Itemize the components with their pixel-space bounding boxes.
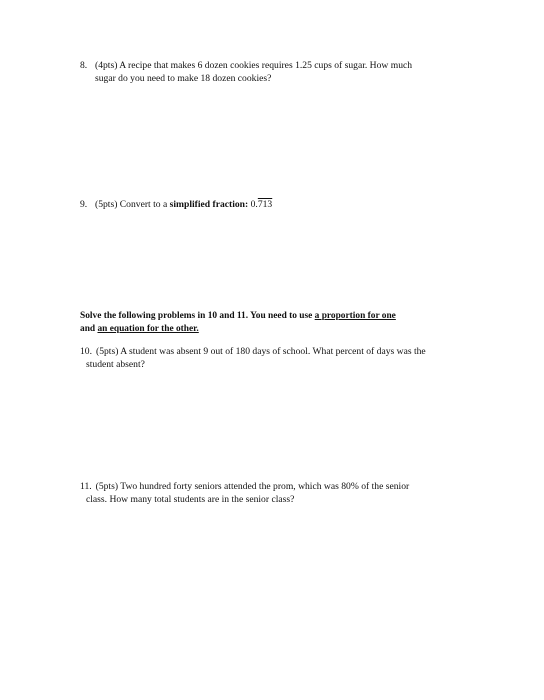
question-10 [80, 346, 490, 371]
question-11-line-1: (5pts) Two hundred forty seniors attended the prom, which was 80% of the senior [95, 481, 410, 492]
question-8-number: 8. [80, 60, 88, 71]
question-10-number: 10. [80, 346, 92, 357]
question-10-line-2: student absent? [86, 358, 145, 370]
instructions [80, 310, 500, 335]
instructions-part-1: Solve the following problems in 10 and 11. You need to use [80, 311, 315, 321]
instructions-part-2: and [80, 323, 98, 334]
question-8 [80, 60, 480, 85]
question-8-line-2: sugar do you need to make 18 dozen cookies? [95, 72, 272, 84]
question-8-line-1: (4pts) A recipe that makes 6 dozen cookies requires 1.25 cups of sugar. How much [95, 60, 413, 71]
question-9 [80, 199, 480, 212]
question-9-bold-text: simplified fraction: [169, 199, 249, 210]
question-11 [80, 481, 490, 506]
question-10-line-1: (5pts) A student was absent 9 out of 180 days of school. What percent of days was the [96, 346, 426, 357]
instructions-underline-1: a proportion for one [314, 311, 396, 321]
question-11-number: 11. [80, 481, 92, 492]
question-9-value-lead: 0. [250, 199, 258, 210]
question-11-line-2: class. How many total students are in the senior class? [86, 493, 295, 505]
question-9-number: 9. [80, 199, 88, 210]
question-9-text: (5pts) Convert to a [95, 199, 170, 210]
instructions-underline-2: an equation for the other. [97, 323, 199, 334]
question-9-repeating-digits: 713 [257, 199, 273, 210]
